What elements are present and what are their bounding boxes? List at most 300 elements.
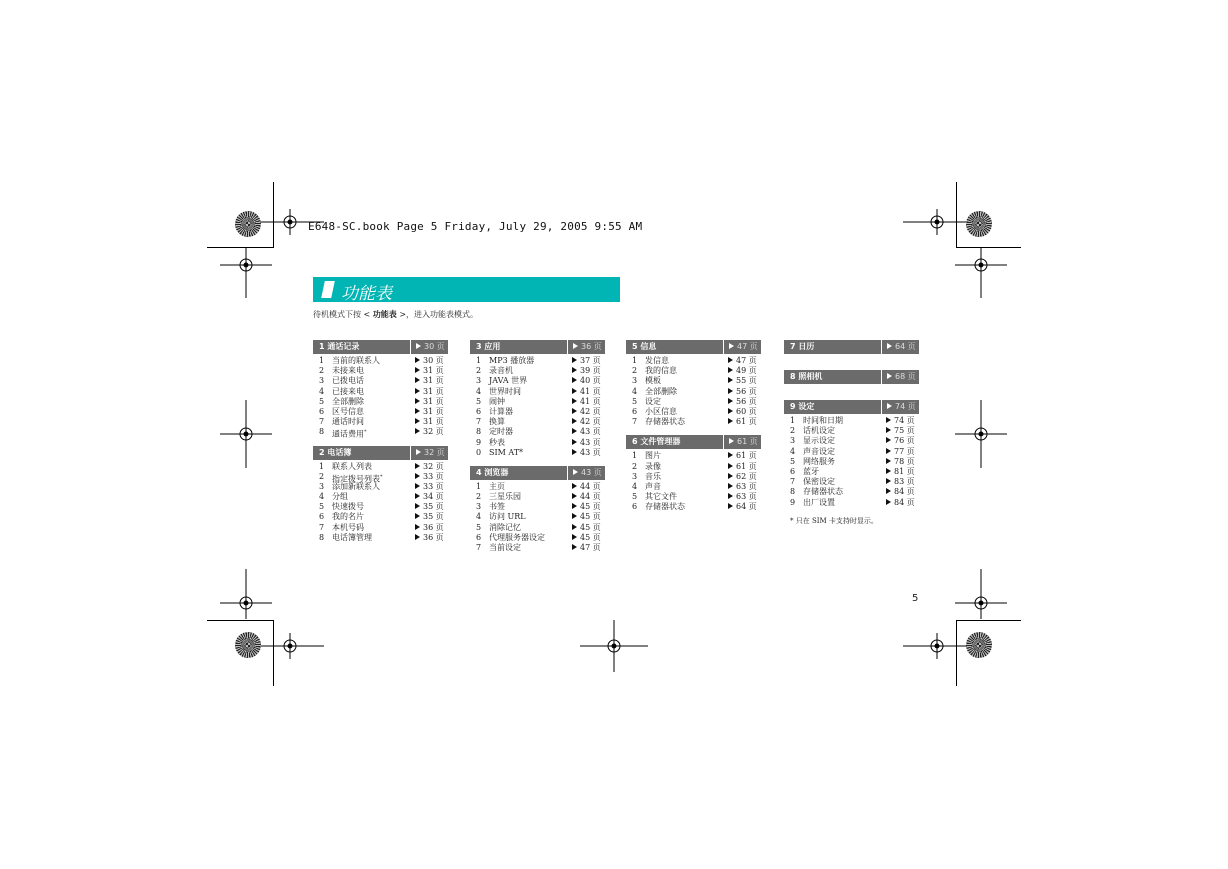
menu-item [470, 366, 605, 376]
section-header [470, 466, 605, 480]
menu-item-list [626, 354, 761, 427]
section-title: 1 通话记录 [319, 342, 360, 351]
menu-item-number: 5 [632, 396, 638, 406]
page-arrow-icon [729, 343, 734, 349]
section-page: 32 页 [410, 446, 448, 460]
menu-item-page: 43 页 [567, 448, 605, 458]
menu-item [626, 366, 761, 376]
menu-item-label: 图片 [645, 451, 661, 461]
menu-column-1 [313, 340, 448, 551]
menu-item-number: 7 [476, 417, 482, 427]
page-arrow-icon [415, 524, 420, 530]
menu-item-label: 录音机 [489, 366, 513, 376]
intro-after: >，进入功能表模式。 [396, 310, 479, 319]
menu-item-page: 49 页 [723, 366, 761, 376]
menu-item-page: 84 页 [881, 498, 919, 508]
menu-item [313, 376, 448, 386]
menu-item-label: 保密设定 [803, 477, 835, 487]
menu-item [784, 477, 919, 487]
menu-item-number: 1 [476, 481, 482, 491]
menu-item-label: 定时器 [489, 427, 513, 437]
menu-item-label: 电话簿管理 [332, 532, 372, 542]
menu-item-label: 计算器 [489, 406, 513, 416]
menu-item-number: 2 [319, 366, 325, 376]
starburst-mark [235, 211, 261, 237]
menu-item-page: 43 页 [567, 427, 605, 437]
menu-item-page: 31 页 [410, 366, 448, 376]
page-arrow-icon [886, 468, 891, 474]
menu-item-number: 4 [790, 446, 796, 456]
section-title: 4 浏览器 [476, 467, 509, 477]
menu-section [470, 466, 605, 553]
menu-item-label: 声音设定 [803, 446, 835, 456]
menu-column-2 [470, 340, 605, 561]
menu-item [470, 448, 605, 458]
menu-column-4 [784, 340, 919, 526]
menu-item [626, 492, 761, 502]
section-page: 61 页 [723, 435, 761, 449]
menu-item-label: 存储器状态 [645, 417, 685, 427]
page-arrow-icon [572, 534, 577, 540]
menu-item [470, 356, 605, 366]
menu-item [313, 492, 448, 502]
page-arrow-icon [572, 439, 577, 445]
page-arrow-icon [886, 499, 891, 505]
menu-item [313, 502, 448, 512]
page-arrow-icon [887, 343, 892, 349]
menu-item-number: 4 [632, 386, 638, 396]
menu-item-page: 36 页 [410, 533, 448, 543]
menu-section [784, 370, 919, 384]
page-arrow-icon [415, 493, 420, 499]
menu-item-number: 3 [319, 481, 325, 491]
menu-item [626, 451, 761, 461]
menu-item-number: 2 [632, 461, 638, 471]
page-arrow-icon [415, 428, 420, 434]
page-arrow-icon [729, 438, 734, 444]
menu-item-number: 3 [632, 471, 638, 481]
page-arrow-icon [728, 463, 733, 469]
page-arrow-icon [728, 503, 733, 509]
menu-item-label: 显示设定 [803, 436, 835, 446]
menu-item-number: 5 [632, 492, 638, 502]
menu-item-page: 42 页 [567, 407, 605, 417]
page-arrow-icon [886, 437, 891, 443]
page-arrow-icon [415, 473, 420, 479]
menu-item-number: 9 [790, 497, 796, 507]
menu-item-number: 6 [476, 532, 482, 542]
menu-item-label: 主页 [489, 481, 505, 491]
menu-item-page: 32 页 [410, 462, 448, 472]
page-arrow-icon [886, 427, 891, 433]
menu-item-number: 5 [476, 396, 482, 406]
menu-item [313, 407, 448, 417]
menu-item-label: 换算 [489, 417, 505, 427]
menu-item-page: 33 页 [410, 472, 448, 482]
menu-item-label: 全部删除 [645, 386, 677, 396]
page-number: 5 [912, 593, 919, 604]
page-arrow-icon [572, 398, 577, 404]
menu-item-list [470, 480, 605, 553]
page-arrow-icon [415, 367, 420, 373]
page-arrow-icon [728, 388, 733, 394]
menu-item-number: 6 [632, 406, 638, 416]
page-arrow-icon [728, 452, 733, 458]
page-arrow-icon [886, 417, 891, 423]
section-header [470, 340, 605, 354]
menu-item-page: 34 页 [410, 492, 448, 502]
menu-item [784, 467, 919, 477]
section-header [313, 340, 448, 354]
menu-item-number: 4 [319, 492, 325, 502]
page-arrow-icon [573, 469, 578, 475]
section-header [784, 340, 919, 354]
menu-item-label: 代理服务器设定 [489, 532, 545, 542]
menu-item-number: 3 [319, 376, 325, 386]
intro-key: 功能表 [372, 310, 397, 319]
page-arrow-icon [572, 449, 577, 455]
section-header [626, 340, 761, 354]
menu-item-label: 秒表 [489, 437, 505, 447]
menu-item [626, 502, 761, 512]
page-arrow-icon [572, 493, 577, 499]
menu-item-label: 通话费用* [332, 429, 367, 439]
menu-item-label: 闹钟 [489, 396, 505, 406]
menu-item-number: 1 [632, 356, 638, 365]
menu-item-label: 声音 [645, 481, 661, 491]
menu-section [784, 340, 919, 354]
menu-item [470, 427, 605, 437]
menu-item-page: 62 页 [723, 472, 761, 482]
page-arrow-icon [415, 398, 420, 404]
section-page: 43 页 [567, 466, 605, 480]
menu-item-page: 43 页 [567, 438, 605, 448]
menu-item [313, 462, 448, 472]
book-header: E648-SC.book Page 5 Friday, July 29, 2005 9:55 AM [308, 220, 643, 233]
menu-item-label: 设定 [645, 396, 661, 406]
menu-item-number: 3 [632, 376, 638, 386]
footnote-mark: * [380, 473, 383, 480]
menu-item-label: 未接来电 [332, 366, 364, 376]
menu-item [313, 387, 448, 397]
page-arrow-icon [415, 503, 420, 509]
menu-item [313, 417, 448, 427]
menu-item [626, 407, 761, 417]
menu-item-page: 64 页 [723, 502, 761, 512]
menu-item-page: 84 页 [881, 487, 919, 497]
menu-item-label: 网络服务 [803, 456, 835, 466]
page-arrow-icon [415, 418, 420, 424]
page-arrow-icon [572, 418, 577, 424]
menu-item-label: 已接来电 [332, 386, 364, 396]
section-title: 3 应用 [476, 342, 501, 351]
menu-section [626, 435, 761, 512]
menu-item-list [784, 414, 919, 508]
menu-item-page: 41 页 [567, 387, 605, 397]
menu-item [313, 482, 448, 492]
menu-item [313, 523, 448, 533]
menu-item-page: 78 页 [881, 457, 919, 467]
menu-item-label: 添加新联系人 [332, 481, 380, 491]
menu-item-page: 61 页 [723, 417, 761, 427]
menu-item-label: 联系人列表 [332, 461, 372, 471]
menu-item-number: 8 [790, 487, 796, 497]
menu-item [784, 426, 919, 436]
menu-section [784, 400, 919, 508]
menu-item-label: 模板 [645, 376, 661, 386]
menu-item [470, 523, 605, 533]
page-arrow-icon [572, 483, 577, 489]
menu-item-number: 5 [790, 456, 796, 466]
menu-item-page: 47 页 [567, 543, 605, 553]
menu-item [470, 492, 605, 502]
menu-item-page: 75 页 [881, 426, 919, 436]
menu-item-label: 三星乐园 [489, 492, 521, 502]
menu-item-page: 35 页 [410, 512, 448, 522]
menu-item [784, 436, 919, 446]
section-title: 5 信息 [632, 342, 657, 351]
menu-item-label: 全部删除 [332, 396, 364, 406]
title-accent [321, 281, 335, 298]
menu-item-page: 74 页 [881, 416, 919, 426]
menu-item-label: 快速拨号 [332, 502, 364, 512]
menu-item-number: 1 [319, 356, 325, 365]
menu-item-number: 3 [790, 436, 796, 446]
menu-item-number: 1 [319, 461, 325, 471]
page-arrow-icon [572, 367, 577, 373]
menu-item-label: 当前的联系人 [332, 356, 380, 365]
menu-item [313, 533, 448, 543]
menu-item [626, 387, 761, 397]
menu-item-number: 6 [319, 512, 325, 522]
menu-item-page: 35 页 [410, 502, 448, 512]
menu-item-label: 当前设定 [489, 543, 521, 552]
page-arrow-icon [415, 388, 420, 394]
menu-item-label: 音乐 [645, 471, 661, 481]
menu-item-list [626, 449, 761, 512]
page-title: 功能表 [341, 284, 392, 304]
menu-item [784, 487, 919, 497]
menu-item [470, 397, 605, 407]
menu-item [626, 397, 761, 407]
menu-item-number: 8 [476, 427, 482, 437]
menu-item-number: 0 [476, 447, 482, 457]
menu-item-label: 录像 [645, 461, 661, 471]
menu-item-label: 话机设定 [803, 426, 835, 436]
menu-column-3 [626, 340, 761, 520]
intro-before: 待机模式下按 < [313, 310, 373, 319]
menu-item-label: 分组 [332, 492, 348, 502]
menu-item-number: 2 [476, 366, 482, 376]
menu-item [313, 356, 448, 366]
section-page: 30 页 [410, 340, 448, 354]
section-page: 47 页 [723, 340, 761, 354]
intro-text [313, 309, 478, 320]
menu-item-page: 45 页 [567, 502, 605, 512]
page-arrow-icon [728, 377, 733, 383]
menu-section [470, 340, 605, 458]
menu-item-number: 1 [476, 356, 482, 365]
menu-item-label: 我的信息 [645, 366, 677, 376]
menu-item-label: 指定拨号列表* [332, 473, 383, 484]
section-title: 6 文件管理器 [632, 437, 681, 447]
menu-item [470, 482, 605, 492]
menu-item-page: 31 页 [410, 397, 448, 407]
menu-item-label: 本机号码 [332, 522, 364, 532]
menu-item-number: 4 [476, 386, 482, 396]
page-arrow-icon [573, 343, 578, 349]
section-title: 7 日历 [790, 342, 815, 351]
section-page: 64 页 [881, 340, 919, 354]
menu-item-number: 1 [632, 451, 638, 461]
menu-item-number: 2 [632, 366, 638, 376]
starburst-mark [235, 632, 261, 658]
menu-item [470, 417, 605, 427]
menu-item-number: 7 [319, 417, 325, 427]
menu-item [784, 447, 919, 457]
page-arrow-icon [415, 513, 420, 519]
menu-item-number: 7 [790, 477, 796, 487]
starburst-mark [966, 632, 992, 658]
menu-item-label: 其它文件 [645, 492, 677, 502]
page-arrow-icon [886, 488, 891, 494]
page-arrow-icon [572, 524, 577, 530]
menu-item [470, 512, 605, 522]
menu-item-page: 39 页 [567, 366, 605, 376]
menu-item-label: 出厂设置 [803, 497, 835, 507]
menu-item-page: 77 页 [881, 447, 919, 457]
page-arrow-icon [728, 408, 733, 414]
menu-item-number: 2 [790, 426, 796, 436]
page-arrow-icon [886, 448, 891, 454]
menu-item [470, 376, 605, 386]
menu-item-page: 32 页 [410, 427, 448, 437]
footnote: * 只在 SIM 卡支持时显示。 [790, 516, 878, 525]
menu-item-number: 6 [319, 406, 325, 416]
menu-item-page: 33 页 [410, 482, 448, 492]
page-arrow-icon [728, 493, 733, 499]
menu-section [313, 340, 448, 438]
menu-item-number: 5 [319, 396, 325, 406]
menu-item [470, 543, 605, 553]
menu-item-number: 4 [476, 512, 482, 522]
menu-item-label: 区号信息 [332, 406, 364, 416]
menu-item-number: 2 [319, 471, 325, 481]
title-bar [313, 277, 620, 302]
menu-item-label: 世界时间 [489, 386, 521, 396]
menu-item [313, 366, 448, 376]
menu-item [626, 462, 761, 472]
menu-item-number: 8 [319, 427, 325, 437]
menu-item-label: 我的名片 [332, 512, 364, 522]
page-arrow-icon [728, 418, 733, 424]
menu-item-page: 47 页 [723, 356, 761, 366]
section-page: 68 页 [881, 370, 919, 384]
section-title: 9 设定 [790, 402, 815, 411]
menu-item-page: 83 页 [881, 477, 919, 487]
page-arrow-icon [728, 483, 733, 489]
page-arrow-icon [415, 408, 420, 414]
section-page: 74 页 [881, 400, 919, 414]
page-arrow-icon [415, 534, 420, 540]
menu-item-number: 2 [476, 492, 482, 502]
section-header [784, 400, 919, 414]
menu-item-page: 63 页 [723, 492, 761, 502]
menu-section [626, 340, 761, 427]
menu-item [470, 438, 605, 448]
menu-item-label: 小区信息 [645, 406, 677, 416]
menu-section [313, 446, 448, 544]
section-title: 8 照相机 [790, 372, 823, 381]
menu-item-number: 3 [476, 376, 482, 386]
menu-item-number: 7 [632, 417, 638, 427]
page-arrow-icon [572, 377, 577, 383]
menu-item [313, 512, 448, 522]
menu-item-page: 81 页 [881, 467, 919, 477]
page-arrow-icon [728, 398, 733, 404]
menu-item [313, 397, 448, 407]
page-arrow-icon [886, 478, 891, 484]
menu-item-label: 存储器状态 [803, 487, 843, 497]
menu-item-page: 76 页 [881, 436, 919, 446]
menu-item-page: 45 页 [567, 523, 605, 533]
menu-item-number: 6 [632, 502, 638, 512]
menu-item-label: JAVA 世界 [489, 376, 528, 386]
menu-item-page: 44 页 [567, 482, 605, 492]
page-arrow-icon [572, 503, 577, 509]
menu-item [470, 502, 605, 512]
menu-item-label: 蓝牙 [803, 466, 819, 476]
menu-item-page: 56 页 [723, 387, 761, 397]
menu-item-page: 56 页 [723, 397, 761, 407]
page-arrow-icon [416, 343, 421, 349]
menu-item-page: 61 页 [723, 462, 761, 472]
menu-item-page: 61 页 [723, 451, 761, 461]
page-arrow-icon [728, 473, 733, 479]
menu-item-number: 5 [476, 522, 482, 532]
menu-item-page: 31 页 [410, 387, 448, 397]
menu-item [784, 457, 919, 467]
menu-item-list [313, 354, 448, 438]
menu-item-number: 6 [476, 406, 482, 416]
menu-item-page: 36 页 [410, 523, 448, 533]
page-arrow-icon [415, 463, 420, 469]
page-arrow-icon [415, 377, 420, 383]
menu-item-number: 9 [476, 437, 482, 447]
menu-item-list [470, 354, 605, 458]
menu-item [784, 416, 919, 426]
menu-item-page: 37 页 [567, 356, 605, 366]
menu-item-page: 44 页 [567, 492, 605, 502]
menu-item-number: 1 [790, 416, 796, 425]
footnote-mark: * [364, 429, 367, 436]
menu-item-number: 7 [476, 543, 482, 552]
menu-item-number: 7 [319, 522, 325, 532]
section-header [784, 370, 919, 384]
menu-item-label: 消除记忆 [489, 522, 521, 532]
menu-item-page: 55 页 [723, 376, 761, 386]
menu-item-page: 31 页 [410, 417, 448, 427]
page-arrow-icon [572, 408, 577, 414]
menu-item-page: 45 页 [567, 533, 605, 543]
menu-item [626, 417, 761, 427]
menu-item-number: 3 [476, 502, 482, 512]
menu-item [313, 427, 448, 437]
menu-item-label: 发信息 [645, 356, 669, 365]
menu-item-label: 通话时间 [332, 417, 364, 427]
page-arrow-icon [728, 367, 733, 373]
menu-item-number: 5 [319, 502, 325, 512]
